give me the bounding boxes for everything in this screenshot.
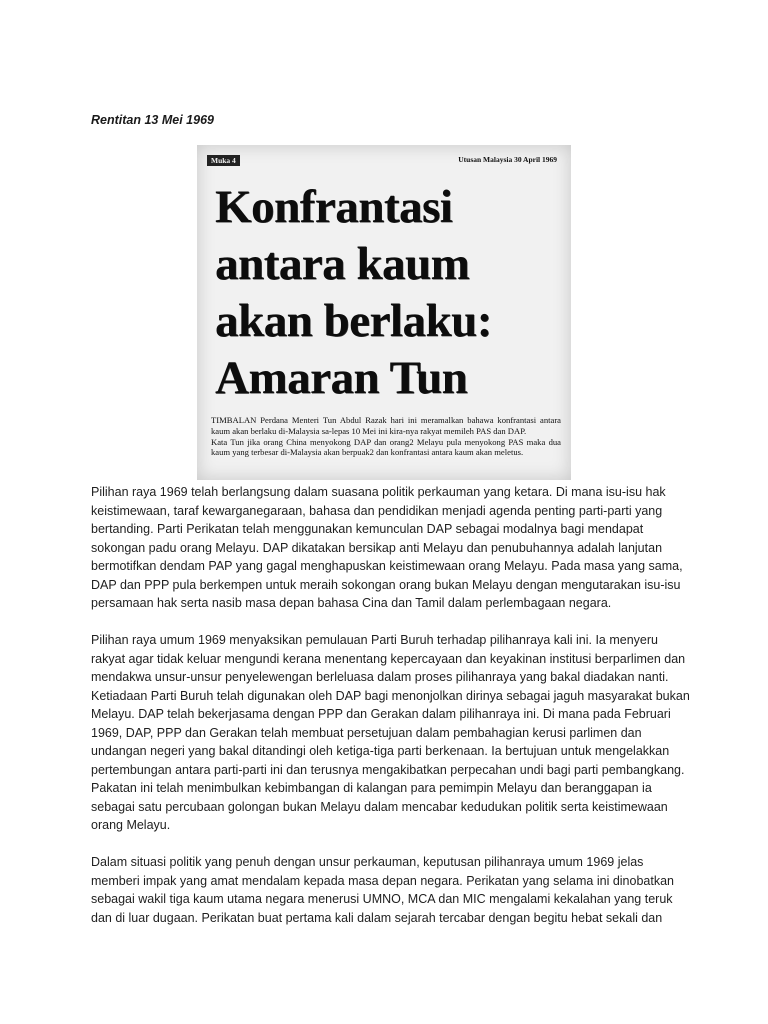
article-paragraph: Pilihan raya 1969 telah berlangsung dalam suasana politik perkauman yang ketara. Di mana isu-isu hak keistimewaan, taraf kewarganegaraan, bahasa dan pendidikan menjadi agenda penting parti-parti yang bertanding. Parti Perikatan telah menggunakan kemunculan DAP sebagai modalnya bagi mendapat sokongan padu orang Melayu. DAP dikatakan bersikap anti Melayu dan penubuhannya adalah lanjutan bermotifkan dendam PAP yang gagal menghapuskan keistimewaan orang Melayu. Pada masa yang sama, DAP dan PPP pula berkempen untuk meraih sokongan orang bukan Melayu dengan mengutarakan isu-isu persamaan hak serta nasib masa depan bahasa Cina dan Tamil dalam perlembagaan negara. xyxy=(91,485,683,610)
newspaper-clipping-image xyxy=(197,145,571,480)
clipping-header xyxy=(203,149,565,171)
article-body xyxy=(91,483,691,946)
clipping-body xyxy=(211,415,561,458)
clipping-source: Utusan Malaysia 30 April 1969 xyxy=(458,155,557,164)
headline-line: Amaran Tun xyxy=(215,352,468,404)
clipping-paragraph: TIMBALAN Perdana Menteri Tun Abdul Razak hari ini meramalkan bahawa konfrantasi antara kaum akan berlaku di-Malaysia sa-lepas 10 Mei ini kira-nya rakyat memileh PAS dan DAP. xyxy=(211,415,561,436)
clipping-headline xyxy=(215,179,565,407)
headline-line: akan berlaku: xyxy=(215,295,492,347)
headline-line: antara kaum xyxy=(215,238,470,290)
clipping-page-label: Muka 4 xyxy=(207,155,240,166)
article-paragraph: Pilihan raya umum 1969 menyaksikan pemulauan Parti Buruh terhadap pilihanraya kali ini. Ia menyeru rakyat agar tidak keluar mengundi kerana menentang kepercayaan dan keyakinan institusi berparlimen dan mendakwa unsur-unsur penyelewengan berleluasa dalam proses pilihanraya yang bakal diadakan nanti. Ketiadaan Parti Buruh telah digunakan oleh DAP bagi menonjolkan dirinya sebagai jaguh masyarakat bukan Melayu. DAP telah bekerjasama dengan PPP dan Gerakan dalam pilihanraya ini. Di mana pada Februari 1969, DAP, PPP dan Gerakan telah membuat persetujuan dalam pembahagian kerusi parlimen dan undangan negeri yang bakal ditandingi oleh ketiga-tiga parti berkenaan. Ia bertujuan untuk mengelakkan pertembungan antara parti-parti ini dan terusnya mengakibatkan perpecahan undi bagi parti pembangkang. Pakatan ini telah menimbulkan kebimbangan di kalangan para pemimpin Melayu dan beranggapan ia sebagai satu percubaan golongan bukan Melayu dalam mencabar kedudukan politik serta keistimewaan orang Melayu. xyxy=(91,633,690,832)
article-paragraph: Dalam situasi politik yang penuh dengan unsur perkauman, keputusan pilihanraya umum 1969 jelas memberi impak yang amat mendalam kepada masa depan negara. Perikatan yang selama ini dinobatkan sebagai wakil tiga kaum utama negara menerusi UMNO, MCA dan MIC mengalami kekalahan yang teruk dan di luar dugaan. Perikatan buat pertama kali dalam sejarah tercabar dengan begitu hebat sekali dan xyxy=(91,855,674,925)
clipping-paragraph: Kata Tun jika orang China menyokong DAP dan orang2 Melayu pula menyokong PAS maka dua kaum yang terbesar di-Malaysia akan berpuak2 dan konfrantasi antara kaum akan meletus. xyxy=(211,436,561,458)
headline-line: Konfrantasi xyxy=(215,181,453,233)
document-title: Rentitan 13 Mei 1969 xyxy=(91,113,214,127)
